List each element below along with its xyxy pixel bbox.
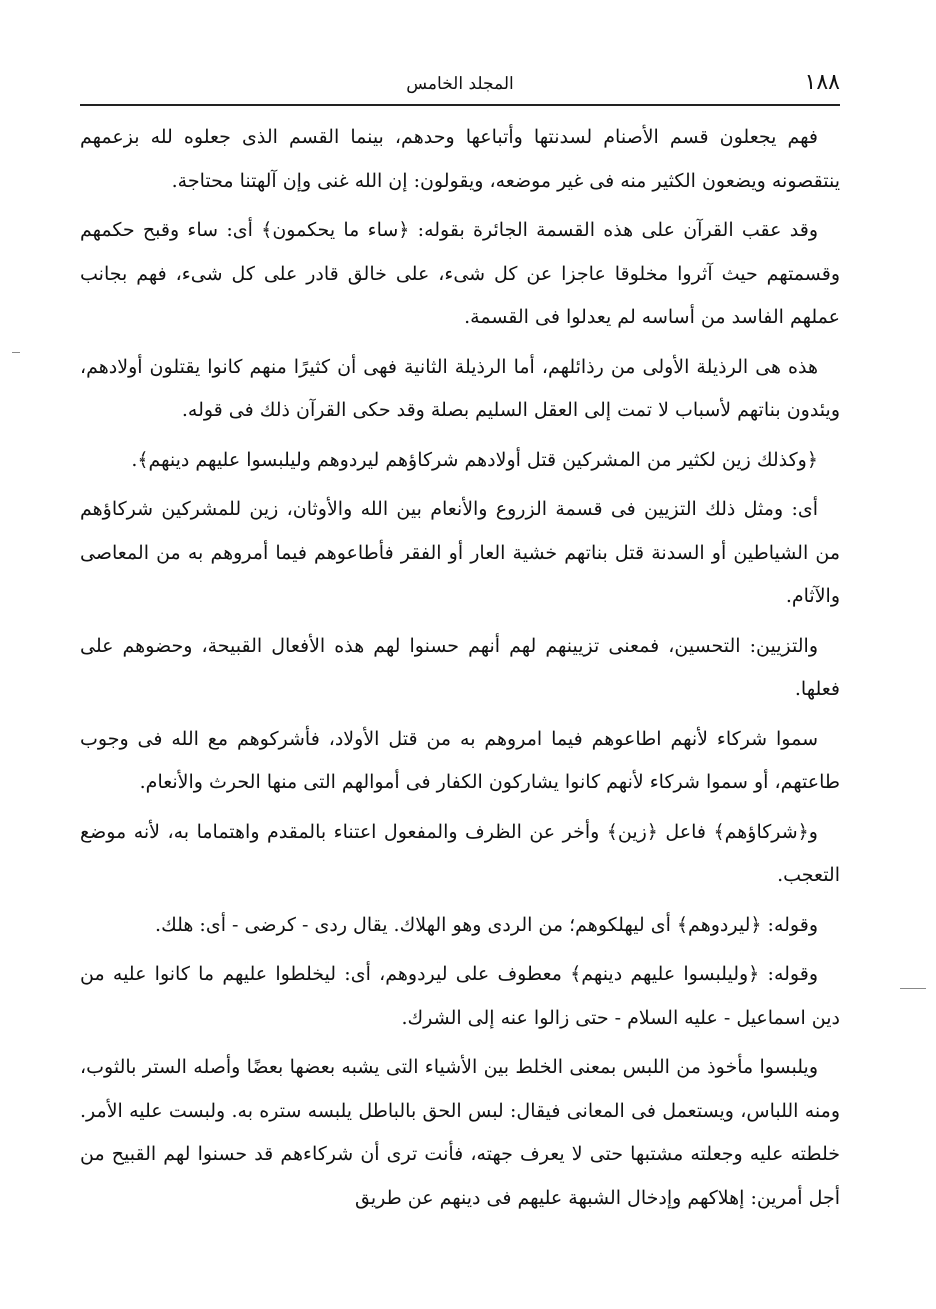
paragraph: فهم يجعلون قسم الأصنام لسدنتها وأتباعها وحدهم، بينما القسم الذى جعلوه لله بزعمهم ينتقصونه ويضعون الكثير منه فى غير موضعه، ويقولون: إن الله غنى وإن آلهتنا محتاجة. — [80, 126, 840, 192]
page-number: ١٨٨ — [804, 70, 840, 95]
paragraph: هذه هى الرذيلة الأولى من رذائلهم، أما الرذيلة الثانية فهى أن كثيرًا منهم كانوا يقتلون أولادهم، ويئدون بناتهم لأسباب لا تمت إلى العقل السليم بصلة وقد حكى القرآن ذلك فى قوله. — [80, 355, 840, 421]
margin-mark — [900, 988, 926, 989]
paragraph: و﴿شركاؤهم﴾ فاعل ﴿زين﴾ وأخر عن الظرف والمفعول اعتناء بالمقدم واهتماما به، لأنه موضع التعجب. — [80, 820, 840, 886]
quran-verse-paragraph: ﴿وكذلك زين لكثير من المشركين قتل أولادهم شركاؤهم ليردوهم وليلبسوا عليهم دينهم﴾. — [131, 448, 818, 471]
margin-mark — [12, 352, 20, 353]
paragraph: ويلبسوا مأخوذ من اللبس بمعنى الخلط بين الأشياء التى يشبه بعضها بعضًا وأصله الستر بالثوب، ومنه اللباس، ويستعمل فى المعانى فيقال: لبس الحق بالباطل يلبسه ستره به. ولبست عليه الأمر. خلطته عليه وجعلته مشتبها حتى لا يعرف جهته، فأنت ترى أن شركاءهم قد حسنوا لهم القبيح من أجل أمرين: إهلاكهم وإدخال الشبهة عليهم فى دينهم عن طريق — [80, 1056, 840, 1209]
volume-title: المجلد الخامس — [406, 74, 514, 94]
page-header — [80, 60, 840, 104]
document-page — [80, 60, 840, 1290]
header-rule — [80, 104, 840, 106]
paragraph: سموا شركاء لأنهم اطاعوهم فيما امروهم به من قتل الأولاد، فأشركوهم مع الله فى وجوب طاعتهم، أو سموا شركاء لأنهم كانوا يشاركون الكفار فى أموالهم التى منها الحرث والأنعام. — [80, 727, 840, 793]
body-text — [80, 116, 840, 1220]
paragraph: وقوله: ﴿وليلبسوا عليهم دينهم﴾ معطوف على ليردوهم، أى: ليخلطوا عليهم ما كانوا عليه من دين اسماعيل - عليه السلام - حتى زالوا عنه إلى الشرك. — [80, 963, 840, 1029]
paragraph: وقد عقب القرآن على هذه القسمة الجائرة بقوله: ﴿ساء ما يحكمون﴾ أى: ساء وقبح حكمهم وقسمتهم حيث آثروا مخلوقا عاجزا عن كل شىء، على خالق قادر على كل شىء، فهم بجانب عملهم الفاسد من أساسه لم يعدلوا فى القسمة. — [80, 219, 840, 328]
paragraph: والتزيين: التحسين، فمعنى تزيينهم لهم أنهم حسنوا لهم هذه الأفعال القبيحة، وحضوهم على فعلها. — [80, 634, 840, 700]
paragraph: وقوله: ﴿ليردوهم﴾ أى ليهلكوهم؛ من الردى وهو الهلاك. يقال ردى - كرضى - أى: هلك. — [155, 913, 818, 936]
paragraph: أى: ومثل ذلك التزيين فى قسمة الزروع والأنعام بين الله والأوثان، زين للمشركين شركاؤهم من الشياطين أو السدنة قتل بناتهم خشية العار أو الفقر فأطاعوهم فيما أمروهم به من المعاصى والآثام. — [80, 498, 840, 607]
